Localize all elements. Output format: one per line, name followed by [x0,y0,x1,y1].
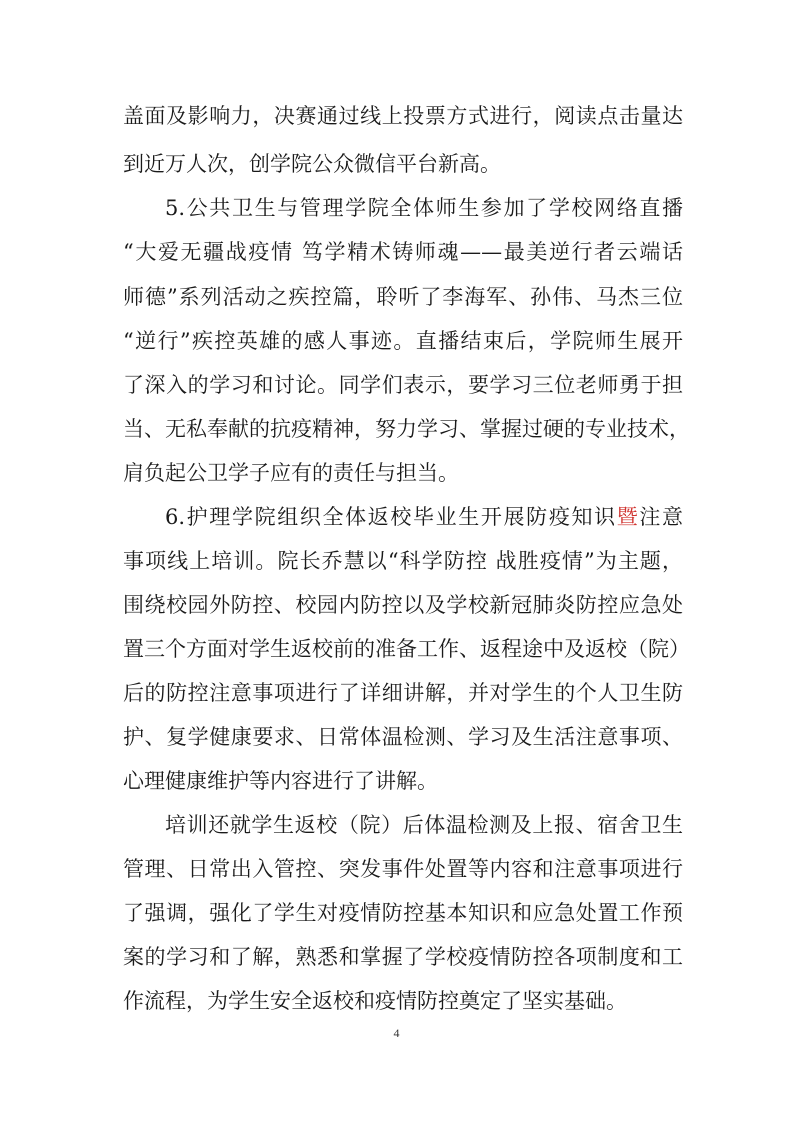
highlighted-character: 暨 [616,505,640,529]
paragraph-line: 当、无私奉献的抗疫精神，努力学习、掌握过硬的专业技术， [123,417,690,441]
paragraph-line: 后的防控注意事项进行了详细讲解，并对学生的个人卫生防 [123,681,683,705]
paragraph-line: 培训还就学生返校（院）后体温检测及上报、宿舍卫生 [165,813,683,837]
paragraph-text: 注意 [639,505,684,529]
paragraph-line: 护、复学健康要求、日常体温检测、学习及生活注意事项、 [123,725,683,749]
paragraph-line: 师德”系列活动之疾控篇，聆听了李海军、孙伟、马杰三位 [123,285,683,309]
paragraph-line: 盖面及影响力，决赛通过线上投票方式进行，阅读点击量达 [123,104,683,128]
paragraph-text: 6.护理学院组织全体返校毕业生开展防疫知识 [165,505,617,529]
paragraph-line: 事项线上培训。院长乔慧以“科学防控 战胜疫情”为主题， [123,549,683,573]
paragraph-line: “逆行”疾控英雄的感人事迹。直播结束后，学院师生展开 [123,329,683,353]
paragraph-line: 5.公共卫生与管理学院全体师生参加了学校网络直播 [165,196,683,220]
paragraph-line: “大爱无疆战疫情 笃学精术铸师魂——最美逆行者云端话 [123,240,683,264]
paragraph-line: 肩负起公卫学子应有的责任与担当。 [123,461,459,485]
paragraph-line: 到近万人次，创学院公众微信平台新高。 [123,152,501,176]
paragraph-line [165,505,683,529]
paragraph-line: 了深入的学习和讨论。同学们表示，要学习三位老师勇于担 [123,373,683,397]
paragraph-line: 了强调，强化了学生对疫情防控基本知识和应急处置工作预 [123,901,683,925]
paragraph-line: 围绕校园外防控、校园内防控以及学校新冠肺炎防控应急处 [123,593,683,617]
page-number: 4 [393,1026,400,1040]
paragraph-line: 心理健康维护等内容进行了讲解。 [123,769,438,793]
paragraph-line: 作流程，为学生安全返校和疫情防控奠定了坚实基础。 [123,989,627,1013]
paragraph-line: 案的学习和了解，熟悉和掌握了学校疫情防控各项制度和工 [123,945,683,969]
paragraph-line: 管理、日常出入管控、突发事件处置等内容和注意事项进行 [123,857,683,881]
paragraph-line: 置三个方面对学生返校前的准备工作、返程途中及返校（院） [123,637,690,661]
